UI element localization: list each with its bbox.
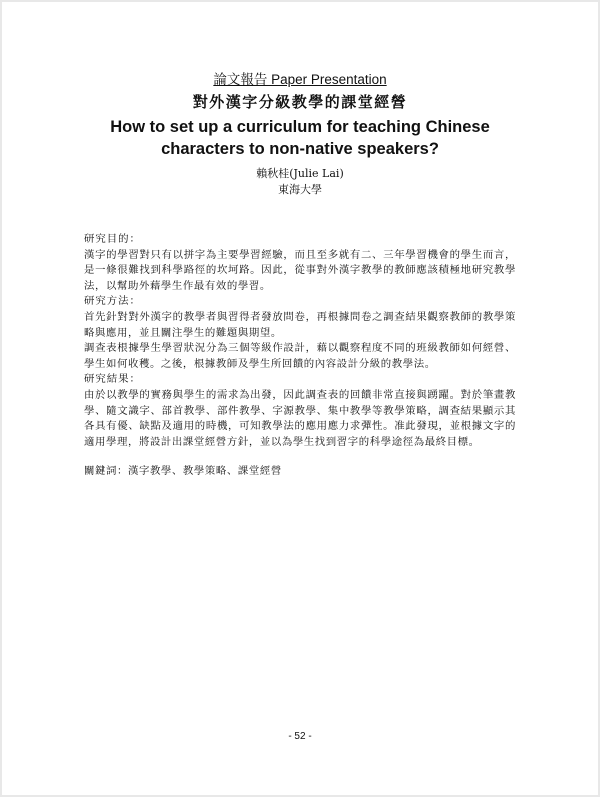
- author-block: [0, 166, 600, 198]
- abstract-body: [84, 232, 516, 480]
- results-text: 由於以教學的實務與學生的需求為出發，因此調查表的回饋非常直接與踴躍。對於筆畫教學、隨文識字、部首教學、部件教學、字源教學、集中教學等教學策略，調查結果顯示其各具有優、缺點及適用的時機，可知教學法的應用應力求彈性。准此發現，並根據文字的適用學理，將設計出課堂經營方針，並以為學生找到習字的科學途徑為最終目標。: [84, 388, 516, 448]
- purpose-heading: 研究目的：: [84, 233, 141, 245]
- method-text-1: 首先針對對外漢字的教學者與習得者發放問卷，再根據問卷之調查結果觀察教師的教學策略與應用，並且關注學生的難題與期望。: [84, 310, 516, 339]
- paper-header: [0, 71, 600, 160]
- purpose-text: 漢字的學習對只有以拼字為主要學習經驗，而且至多就有二、三年學習機會的學生而言，是一條很難找到科學路徑的坎坷路。因此，從事對外漢字教學的教師應該積極地研究教學法，以幫助外藉學生作最有效的學習。: [84, 248, 516, 292]
- method-heading: 研究方法：: [84, 295, 141, 308]
- title-chinese: 對外漢字分級教學的課堂經營: [192, 93, 408, 111]
- author-affiliation: 東海大學: [278, 183, 322, 196]
- results-heading: 研究結果：: [84, 373, 141, 386]
- title-english: How to set up a curriculum for teaching Chinese characters to non-native speakers?: [110, 118, 490, 158]
- section-tag: 論文報告 Paper Presentation: [213, 72, 387, 87]
- page-number: - 52 -: [288, 731, 312, 742]
- author-name: 賴秋桂(Julie Lai): [256, 167, 344, 180]
- method-text-2: 調查表根據學生學習狀況分為三個等級作設計，藉以觀察程度不同的班級教師如何經營、學生如何收穫。之後，根據教師及學生所回饋的內容設計分級的教學法。: [84, 342, 516, 370]
- keywords: 關鍵詞：漢字教學、教學策略、課堂經營: [84, 465, 282, 478]
